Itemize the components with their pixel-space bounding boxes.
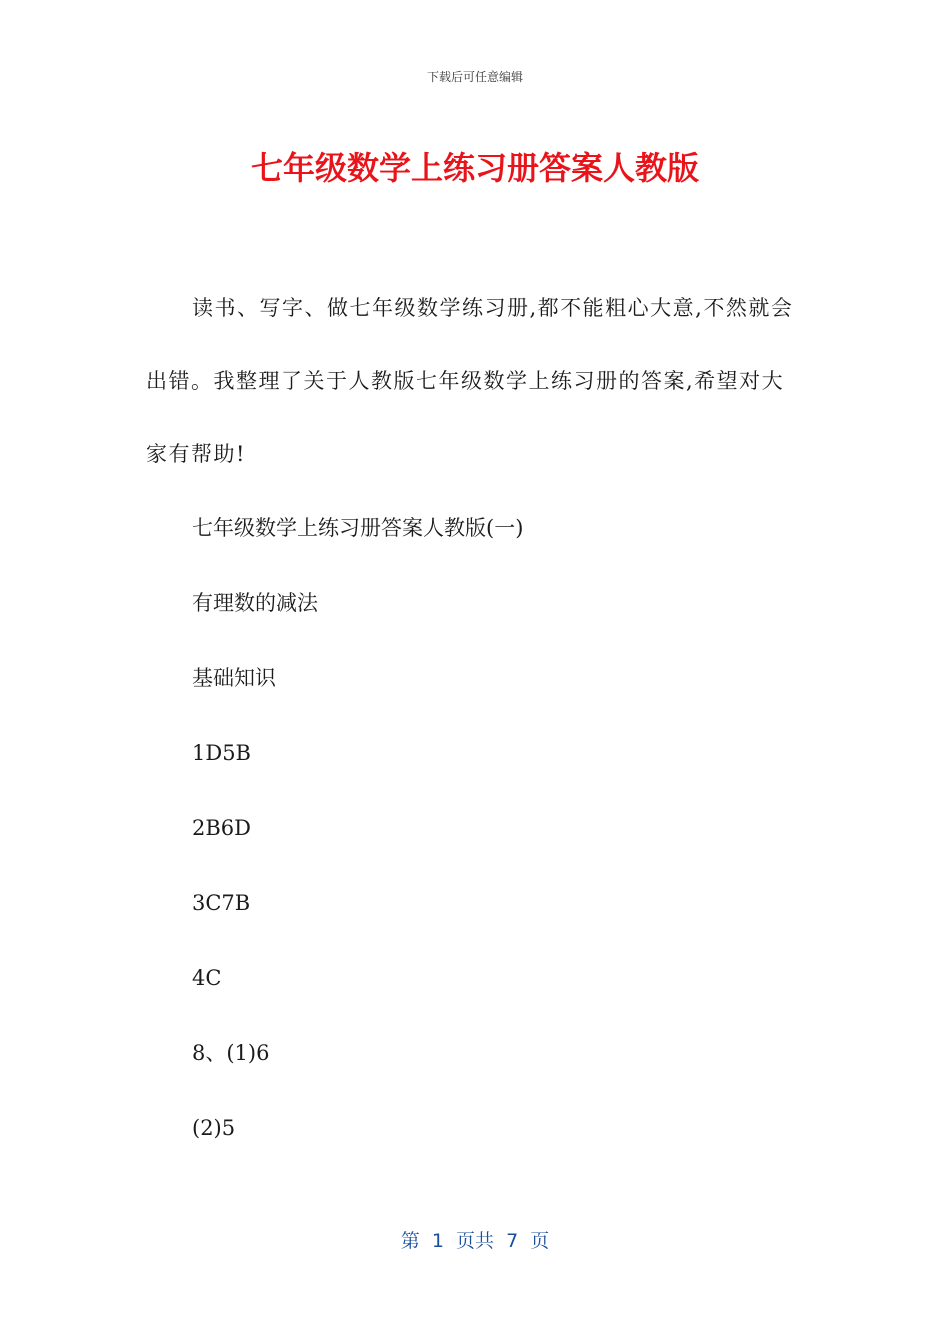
topic-heading: 有理数的减法 [192, 591, 318, 615]
answer-line: 2B6D [192, 816, 251, 840]
header-note: 下载后可任意编辑 [426, 70, 523, 84]
answer-line: 8、(1)6 [192, 1041, 270, 1065]
answer-line: 1D5B [192, 741, 251, 765]
section-heading: 七年级数学上练习册答案人教版(一) [192, 516, 524, 540]
answer-line: 4C [192, 966, 222, 990]
intro-paragraph: 读书、写字、做七年级数学练习册,都不能粗心大意,不然就会出错。我整理了关于人教版七年级数学上练习册的答案,希望对大家有帮助! [146, 296, 794, 466]
page-footer: 第 1 页共 7 页 [400, 1230, 550, 1252]
document-title: 七年级数学上练习册答案人教版 [250, 149, 699, 187]
answer-line: (2)5 [192, 1116, 236, 1140]
answer-line: 3C7B [192, 891, 251, 915]
subsection-heading: 基础知识 [192, 666, 276, 690]
document-body [146, 272, 806, 1166]
